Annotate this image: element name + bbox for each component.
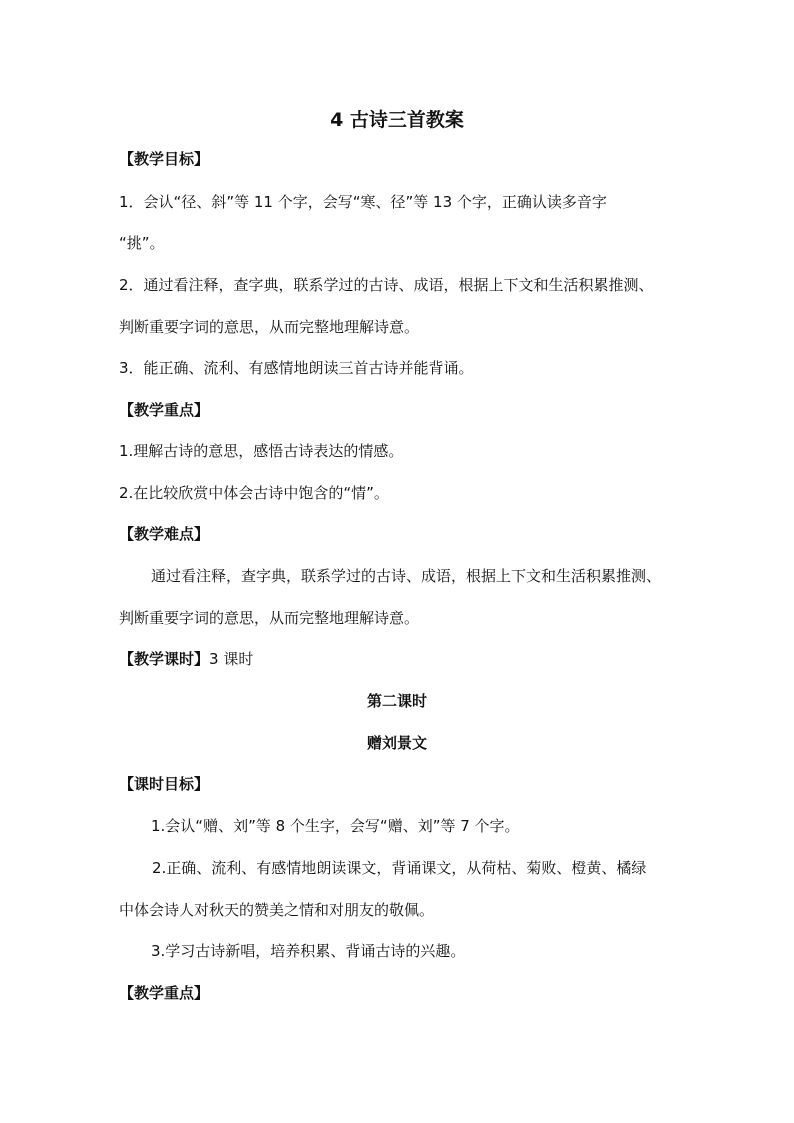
goal-1-line-2: “挑”。 xyxy=(119,234,165,252)
key-points-heading: 【教学重点】 xyxy=(119,401,210,419)
key-point-2: 2.在比较欣赏中体会古诗中饱含的“情”。 xyxy=(119,484,389,502)
difficulty-heading: 【教学难点】 xyxy=(119,525,210,543)
lesson-goal-3: 3.学习古诗新唱，培养积累、背诵古诗的兴趣。 xyxy=(151,942,466,960)
key-point-1: 1.理解古诗的意思，感悟古诗表达的情感。 xyxy=(119,442,404,460)
lesson-goal-2-line-1: 2.正确、流利、有感情地朗读课文，背诵课文，从荷枯、菊败、橙黄、橘绿 xyxy=(152,859,647,877)
goals-heading: 【教学目标】 xyxy=(119,150,210,168)
goal-3: 3．能正确、流利、有感情地朗读三首古诗并能背诵。 xyxy=(119,359,474,377)
teaching-hours-label: 【教学课时】 xyxy=(119,650,210,668)
difficulty-line-2: 判断重要字词的意思，从而完整地理解诗意。 xyxy=(119,609,420,627)
lesson-title: 第二课时 xyxy=(366,692,427,710)
goal-1-line-1: 1．会认“径、斜”等 11 个字，会写“寒、径”等 13 个字，正确认读多音字 xyxy=(119,193,607,211)
teaching-hours-value: 3 课时 xyxy=(209,650,254,668)
lesson-goals-heading: 【课时目标】 xyxy=(119,775,210,793)
goal-2-line-1: 2．通过看注释，查字典，联系学过的古诗、成语，根据上下文和生活积累推测、 xyxy=(119,276,654,294)
difficulty-line-1: 通过看注释，查字典，联系学过的古诗、成语，根据上下文和生活积累推测、 xyxy=(151,567,662,585)
lesson-goal-1: 1.会认“赠、刘”等 8 个生字，会写“赠、刘”等 7 个字。 xyxy=(151,817,520,835)
lesson-goal-2-line-2: 中体会诗人对秋天的赞美之情和对朋友的敬佩。 xyxy=(119,901,435,919)
document-title: 4 古诗三首教案 xyxy=(330,109,464,131)
goal-2-line-2: 判断重要字词的意思，从而完整地理解诗意。 xyxy=(119,318,420,336)
poem-title: 赠刘景文 xyxy=(366,734,427,752)
lesson-key-points-heading: 【教学重点】 xyxy=(119,984,210,1002)
teaching-hours xyxy=(119,649,253,669)
